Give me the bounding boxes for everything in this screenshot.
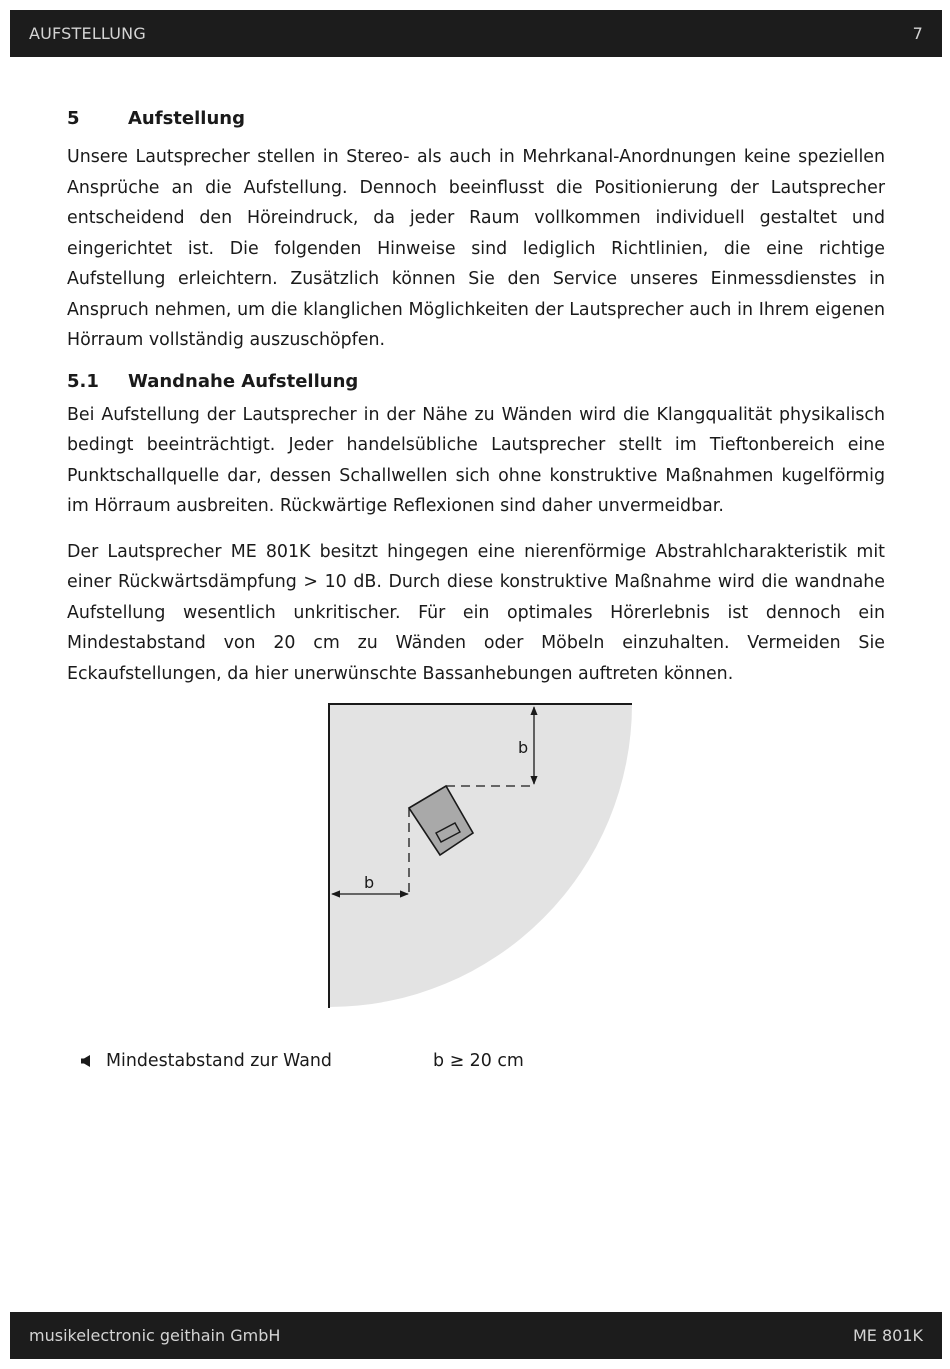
section-heading-5 [67,108,885,129]
section-heading-5-1 [67,371,885,392]
speaker-icon [80,1054,106,1068]
section-5-1-paragraph-2: Der Lautsprecher ME 801K besitzt hingegen eine nierenförmige Abstrahlcharakteristik mit einer Rückwärtsdämpfung > 10 dB. Durch diese konstruktive Maßnahme wird die wandnahe Aufstellung wesentlich unkritischer. Für ein optimales Hörerlebnis ist dennoch ein Mindestabstand von 20 cm zu Wänden oder Möbeln einzuhalten. Vermeiden Sie Eckaufstellungen, da hier unerwünschte Bassanhebungen auftreten können. [67,541,885,684]
spec-value: b ≥ 20 cm [433,1051,524,1071]
distance-label-top: b [518,738,529,757]
section-number: 5 [67,108,80,129]
section-5-1-paragraph-1: Bei Aufstellung der Lautsprecher in der Nähe zu Wänden wird die Klangqualität physikalisch bedingt beeinträchtigt. Jeder handelsübliche Lautsprecher stellt im Tieftonbereich eine Punktschallquelle dar, dessen Schallwellen sich ohne konstruktive Maßnahmen kugelförmig im Hörraum ausbreiten. Rückwärtige Reflexionen sind daher unvermeidbar. [67,404,885,516]
page-content [67,108,885,704]
listening-area [329,704,632,1007]
section-title: Wandnahe Aufstellung [128,370,359,392]
wall-distance-diagram [300,698,650,1018]
section-number: 5.1 [67,370,99,392]
footer-model: ME 801K [852,1326,923,1345]
page-header [10,10,942,57]
section-title: Aufstellung [128,108,245,129]
distance-label-left: b [364,873,375,892]
page-footer [10,1312,942,1359]
page-number: 7 [912,24,923,43]
header-section-title: AUFSTELLUNG [29,24,146,43]
section-5-paragraph: Unsere Lautsprecher stellen in Stereo- als auch in Mehrkanal-Anordnungen keine speziellen Ansprüche an die Aufstellung. Dennoch beeinflusst die Positionierung der Lautsprecher entscheidend den Höreindruck, da jeder Raum vollkommen individuell gestaltet und eingerichtet ist. Die folgenden Hinweise sind lediglich Richtlinien, die eine richtige Aufstellung erleichtern. Zusätzlich können Sie den Service unseres Einmessdienstes in Anspruch nehmen, um die klanglichen Möglichkeiten der Lautsprecher auch in Ihrem eigenen Hörraum vollständig auszuschöpfen. [67,147,885,350]
footer-company: musikelectronic geithain GmbH [29,1326,281,1345]
spec-row [80,1046,680,1076]
spec-label: Mindestabstand zur Wand [106,1051,332,1071]
